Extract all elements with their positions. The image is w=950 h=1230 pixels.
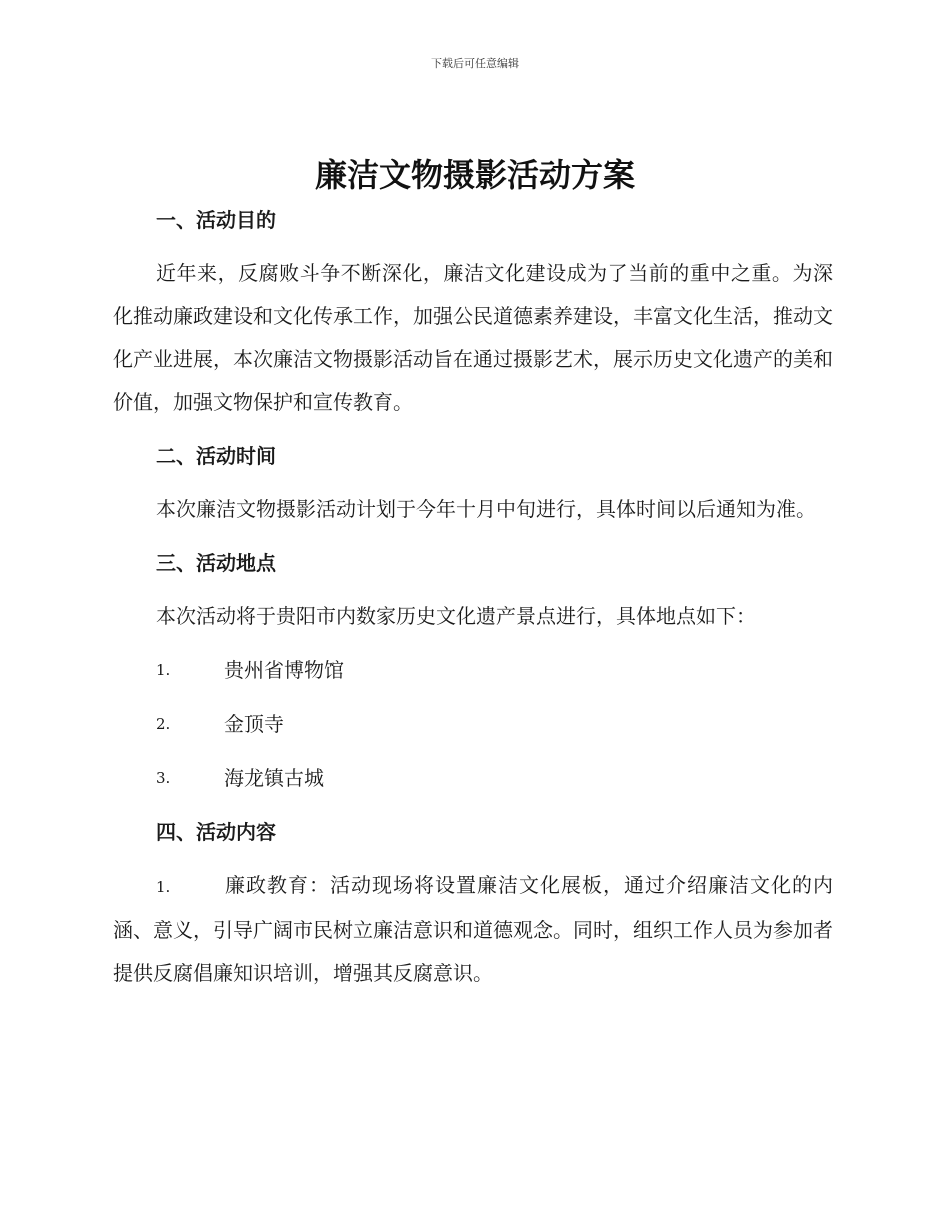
section-heading-time: 二、活动时间 — [156, 444, 276, 468]
location-list — [113, 650, 833, 812]
list-item-number: 1. — [156, 661, 171, 679]
list-item-text: 金顶寺 — [224, 712, 284, 736]
list-item-text: 贵州省博物馆 — [224, 658, 344, 682]
document-body — [113, 200, 833, 1007]
list-item — [113, 758, 833, 812]
list-item — [113, 704, 833, 758]
section-heading-purpose: 一、活动目的 — [156, 208, 276, 232]
content-item-text: 廉政教育：活动现场将设置廉洁文化展板，通过介绍廉洁文化的内涵、意义，引导广阔市民树立廉洁意识和道德观念。同时，组织工作人员为参加者提供反腐倡廉知识培训，增强其反腐意识。 — [113, 873, 833, 985]
list-item-number: 2. — [156, 715, 171, 733]
section-heading-content: 四、活动内容 — [156, 820, 276, 844]
section-paragraph-purpose: 近年来，反腐败斗争不断深化，廉洁文化建设成为了当前的重中之重。为深化推动廉政建设和文化传承工作，加强公民道德素养建设，丰富文化生活，推动文化产业进展，本次廉洁文物摄影活动旨在通过摄影艺术，展示历史文化遗产的美和价值，加强文物保护和宣传教育。 — [113, 261, 833, 414]
list-item — [113, 650, 833, 704]
page-header-note: 下载后可任意编辑 — [431, 57, 519, 70]
content-item-paragraph — [113, 864, 833, 995]
list-item-number: 3. — [156, 769, 171, 787]
content-item-number: 1. — [156, 878, 171, 896]
section-paragraph-location: 本次活动将于贵阳市内数家历史文化遗产景点进行，具体地点如下： — [156, 604, 756, 628]
document-title: 廉洁文物摄影活动方案 — [314, 156, 635, 194]
section-heading-location: 三、活动地点 — [156, 551, 276, 575]
section-paragraph-time: 本次廉洁文物摄影活动计划于今年十月中旬进行，具体时间以后通知为准。 — [156, 497, 816, 521]
list-item-text: 海龙镇古城 — [224, 766, 324, 790]
